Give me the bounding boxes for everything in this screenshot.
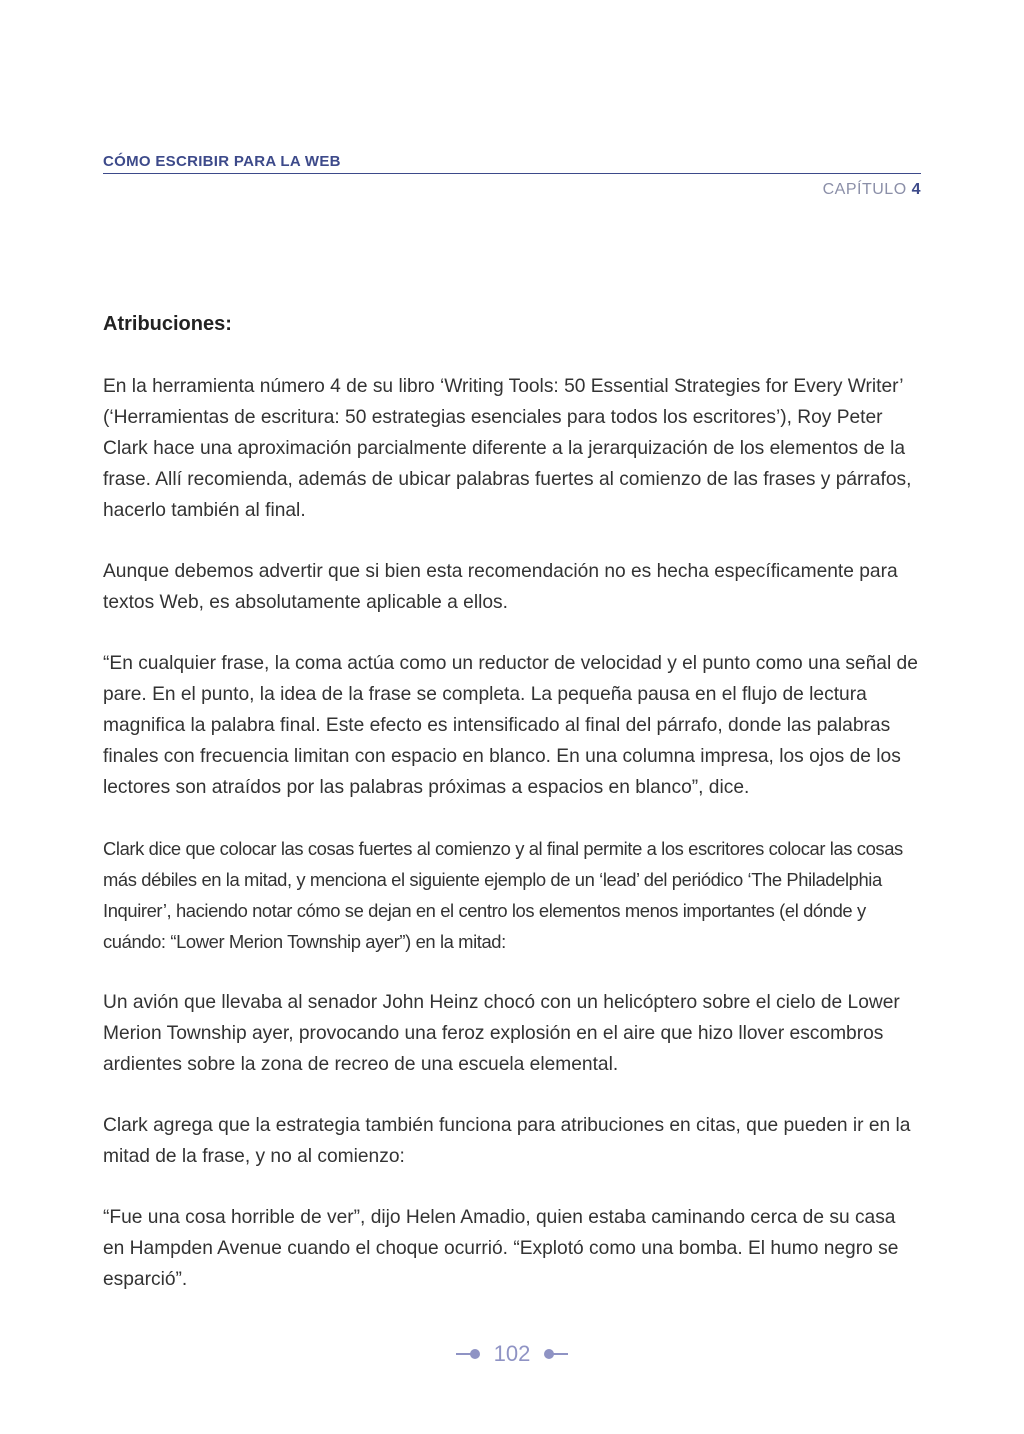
page-number: 102 bbox=[493, 1341, 531, 1367]
running-header-title: CÓMO ESCRIBIR PARA LA WEB bbox=[103, 153, 341, 170]
page-footer bbox=[0, 1340, 1024, 1367]
chapter-word: CAPÍTULO bbox=[822, 181, 907, 198]
paragraph-1: En la herramienta número 4 de su libro ‘Writing Tools: 50 Essential Strategies for Every Writer’ (‘Herramientas de escritura: 50 estrategias esenciales para todos los escritores’), Roy Peter Clark hace una aproximación parcialmente diferente a la jerarquización de los elementos de la frase. Allí recomienda, además de ubicar palabras fuertes al comienzo de las frases y párrafos, hacerlo también al final. bbox=[103, 376, 912, 521]
section-heading: Atribuciones: bbox=[103, 313, 232, 335]
paragraph-7: “Fue una cosa horrible de ver”, dijo Helen Amadio, quien estaba caminando cerca de su casa en Hampden Avenue cuando el choque ocurrió. “Explotó como una bomba. El humo negro se esparció”. bbox=[103, 1207, 899, 1290]
chapter-label bbox=[823, 181, 921, 199]
paragraph-2: Aunque debemos advertir que si bien esta recomendación no es hecha específicamente para textos Web, es absolutamente aplicable a ellos. bbox=[103, 561, 898, 613]
body-text bbox=[103, 371, 921, 1325]
left-ornament-icon bbox=[456, 1348, 482, 1360]
paragraph-6: Clark agrega que la estrategia también funciona para atribuciones en citas, que pueden ir en la mitad de la frase, y no al comienzo: bbox=[103, 1115, 911, 1167]
chapter-number: 4 bbox=[911, 181, 921, 198]
header-divider bbox=[103, 173, 921, 174]
paragraph-3: “En cualquier frase, la coma actúa como un reductor de velocidad y el punto como una señal de pare. En el punto, la idea de la frase se completa. La pequeña pausa en el flujo de lectura magnifica la palabra final. Este efecto es intensificado al final del párrafo, donde las palabras finales con frecuencia limitan con espacio en blanco. En una columna impresa, los ojos de los lectores son atraídos por las palabras próximas a espacios en blanco”, dice. bbox=[103, 653, 918, 798]
right-ornament-icon bbox=[542, 1348, 568, 1360]
paragraph-4: Clark dice que colocar las cosas fuertes al comienzo y al final permite a los escritores colocar las cosas más débiles en la mitad, y menciona el siguiente ejemplo de un ‘lead’ del periódico ‘The Philadelphia Inquirer’, haciendo notar cómo se dejan en el centro los elementos menos importantes (el dónde y cuándo: “Lower Merion Township ayer”) en la mitad: bbox=[103, 838, 903, 952]
paragraph-5: Un avión que llevaba al senador John Heinz chocó con un helicóptero sobre el cielo de Lower Merion Township ayer, provocando una feroz explosión en el aire que hizo llover escombros ardientes sobre la zona de recreo de una escuela elemental. bbox=[103, 992, 900, 1075]
